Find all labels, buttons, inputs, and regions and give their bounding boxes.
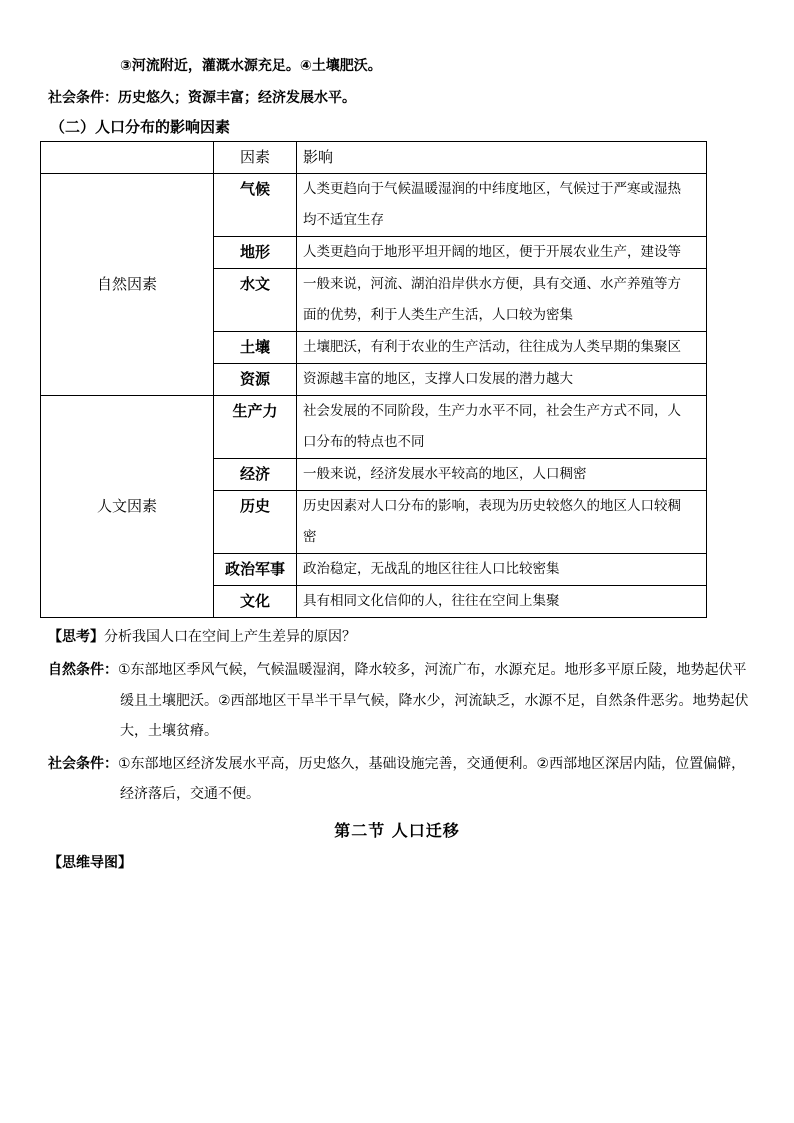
influence-line: 口分布的特点也不同 [303, 434, 425, 450]
influence-cell [297, 364, 707, 396]
category-human: 人文因素 [41, 396, 214, 618]
influence-line: 人类更趋向于地形平坦开阔的地区，便于开展农业生产，建设等 [303, 244, 681, 260]
natural-label: 自然条件： [48, 662, 118, 678]
factor-cell: 经济 [214, 459, 297, 491]
influence-line: 面的优势，利于人类生产生活，人口较为密集 [303, 307, 573, 323]
influence-cell [297, 237, 707, 269]
factor-cell: 土壤 [214, 332, 297, 364]
social-label: 社会条件： [48, 756, 118, 772]
header-factor: 因素 [214, 142, 297, 174]
factor-cell: 政治军事 [214, 554, 297, 586]
category-natural: 自然因素 [41, 174, 214, 396]
influence-line: 土壤肥沃，有利于农业的生产活动，往往成为人类早期的集聚区 [303, 339, 681, 355]
influence-cell [297, 332, 707, 364]
social-conditions-line-2: 经济落后，交通不便。 [120, 786, 260, 802]
factor-cell: 地形 [214, 237, 297, 269]
influence-line: 人类更趋向于气候温暖湿润的中纬度地区，气候过于严寒或湿热 [303, 181, 681, 197]
table-header-row [41, 142, 707, 174]
influence-line: 一般来说，经济发展水平较高的地区，人口稠密 [303, 466, 587, 482]
influence-line: 密 [303, 529, 317, 545]
influence-line: 政治稳定，无战乱的地区往往人口比较密集 [303, 561, 560, 577]
influence-line: 均不适宜生存 [303, 212, 384, 228]
influence-line: 社会发展的不同阶段，生产力水平不同，社会生产方式不同，人 [303, 403, 681, 419]
factor-cell: 历史 [214, 491, 297, 554]
influence-cell [297, 586, 707, 618]
influence-cell [297, 396, 707, 459]
influence-cell [297, 459, 707, 491]
factor-cell: 气候 [214, 174, 297, 237]
factor-cell: 水文 [214, 269, 297, 332]
influence-factors-table [40, 141, 707, 618]
natural-conditions-line-1 [48, 659, 747, 679]
social-text: ①东部地区经济发展水平高，历史悠久，基础设施完善，交通便利。②西部地区深居内陆，位置偏僻， [118, 756, 746, 772]
influence-line: 资源越丰富的地区，支撑人口发展的潜力越大 [303, 371, 573, 387]
influence-cell [297, 174, 707, 237]
think-text: 分析我国人口在空间上产生差异的原因？ [104, 629, 356, 645]
natural-text: ①东部地区季风气候，气候温暖湿润，降水较多，河流广布，水源充足。地形多平原丘陵，地势起伏平 [118, 662, 747, 678]
social-conditions-line-1 [48, 753, 745, 773]
factor-cell: 文化 [214, 586, 297, 618]
header-empty-cell [41, 142, 214, 174]
table-row [41, 396, 707, 459]
influence-cell [297, 491, 707, 554]
table-row [41, 174, 707, 237]
natural-conditions-line-2: 缓且土壤肥沃。②西部地区干旱半干旱气候，降水少，河流缺乏，水源不足，自然条件恶劣。地势起伏 [120, 693, 749, 709]
influence-line: 一般来说，河流、湖泊沿岸供水方便，具有交通、水产养殖等方 [303, 276, 681, 292]
influence-line: 历史因素对人口分布的影响，表现为历史较悠久的地区人口较稠 [303, 498, 681, 514]
think-question [48, 626, 356, 646]
intro-line-1: ③河流附近，灌溉水源充足。④土壤肥沃。 [120, 58, 382, 74]
header-influence: 影响 [297, 142, 707, 174]
factor-cell: 生产力 [214, 396, 297, 459]
section-title: 第二节 人口迁移 [334, 821, 460, 840]
influence-cell [297, 554, 707, 586]
factor-cell: 资源 [214, 364, 297, 396]
influence-cell [297, 269, 707, 332]
section-heading: （二）人口分布的影响因素 [50, 118, 231, 136]
influence-line: 具有相同文化信仰的人，往往在空间上集聚 [303, 593, 560, 609]
intro-line-2: 社会条件：历史悠久；资源丰富；经济发展水平。 [48, 90, 356, 106]
think-label: 【思考】 [48, 629, 104, 645]
natural-conditions-line-3: 大，土壤贫瘠。 [120, 723, 218, 739]
mindmap-label: 【思维导图】 [48, 855, 132, 871]
